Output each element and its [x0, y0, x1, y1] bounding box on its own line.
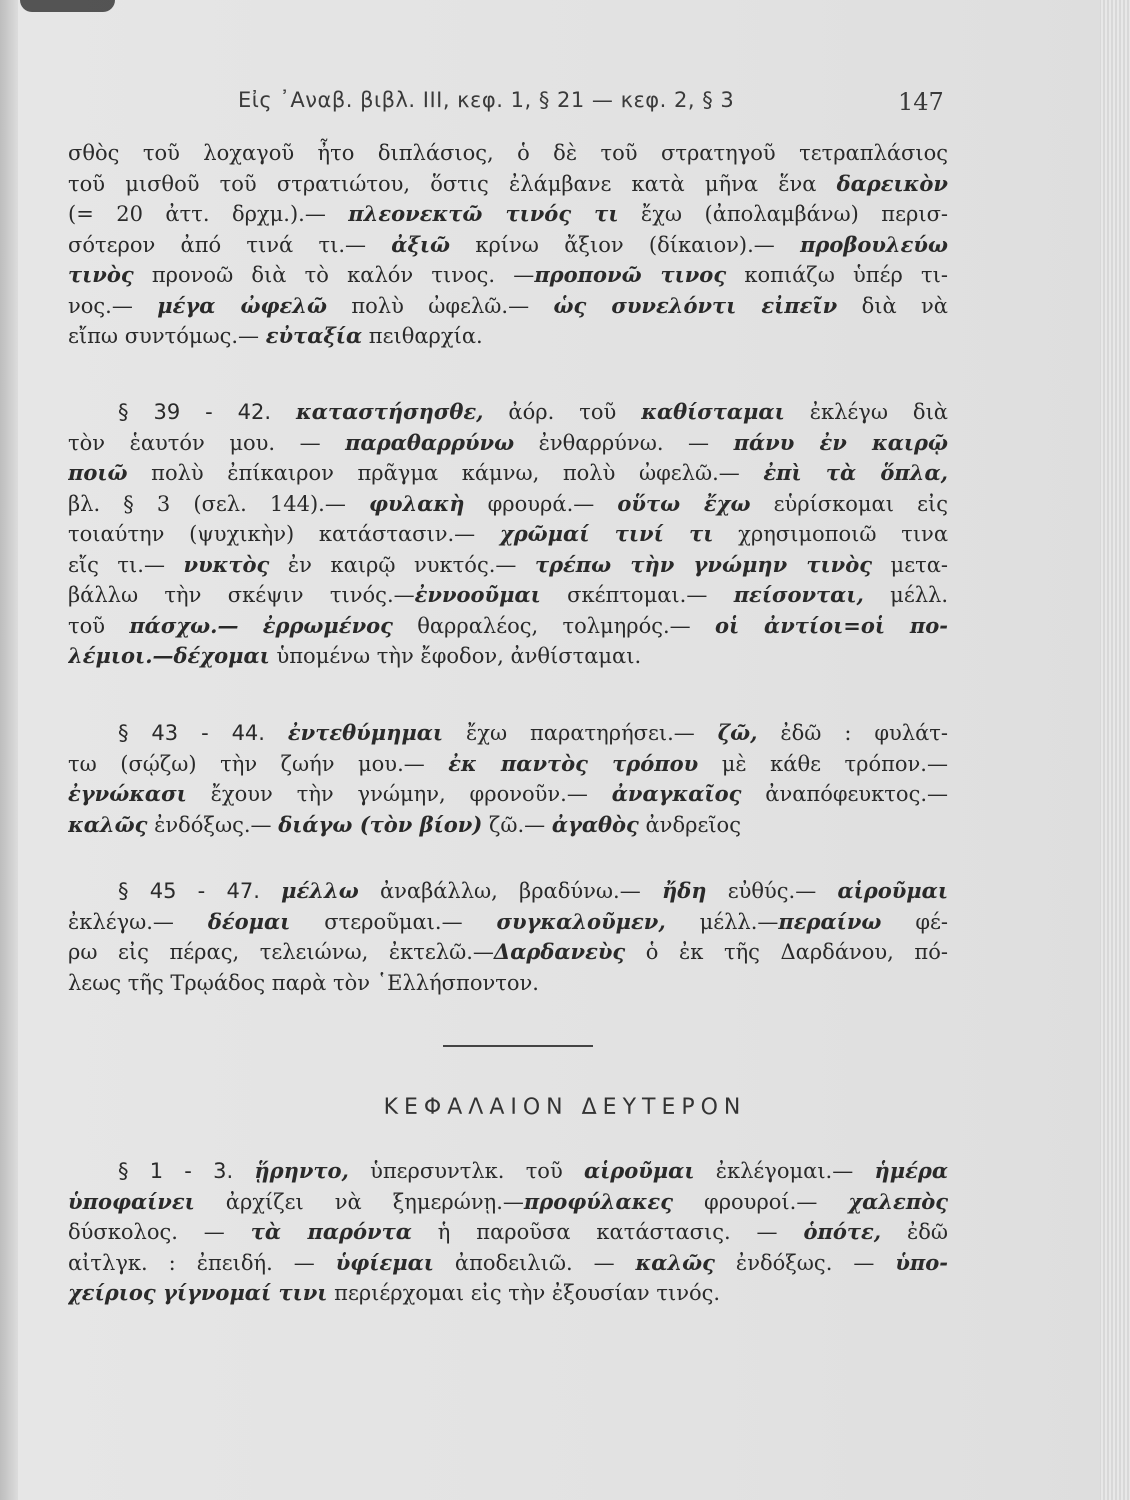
headword: ᾕρηντο, — [254, 1158, 349, 1183]
headword: ὁπότε, — [803, 1219, 882, 1244]
headword: τὰ παρόντα — [250, 1219, 412, 1244]
headword: ἐννοοῦμαι — [414, 582, 541, 607]
text-line — [68, 169, 948, 200]
text-line — [68, 1278, 948, 1309]
gloss-text: τοῦ — [68, 613, 130, 638]
headword: καλῶς — [635, 1249, 715, 1275]
headword: φυλακὴ — [369, 490, 465, 516]
gloss-text: (= 20 ἀττ. δρχμ.).— — [68, 202, 349, 226]
headword: ὑφίεμαι — [335, 1249, 434, 1275]
gloss-text: βλ. § 3 (σελ. 144).— — [68, 491, 369, 516]
gloss-text: μέλλ.— — [665, 909, 779, 934]
gloss-text: ἐνδόξως. — — [714, 1250, 896, 1275]
headword: πλεονεκτῶ τινός τι — [348, 201, 619, 226]
gloss-text: κοπιάζω ὑπέρ τι- — [726, 263, 948, 287]
gloss-text: περιέρχομαι εἰς τὴν ἐξουσίαν τινός. — [327, 1281, 721, 1305]
text-line — [68, 779, 948, 810]
gloss-text: τὸν ἑαυτόν μου. — — [68, 430, 346, 455]
headword: καλῶς — [68, 811, 148, 837]
gloss-text: ὁ ἐκ τῆς Δαρδάνου, πό- — [625, 940, 948, 964]
headword: μέλλω — [281, 878, 359, 903]
section-ref: § 1 - 3. — [118, 1159, 255, 1183]
headword: τινὸς — [68, 262, 134, 287]
headword: δέχομαι — [173, 643, 270, 668]
gloss-text: μέλλ. — [863, 583, 948, 607]
gloss-text: ὑπερσυντλκ. τοῦ — [348, 1159, 584, 1183]
gloss-text: νος.— — [68, 293, 158, 318]
headword: ὡς συνελόντι εἰπεῖν — [553, 292, 838, 318]
headword: προβουλεύω — [800, 231, 948, 257]
gloss-text: φρουρά.— — [464, 491, 618, 516]
text-line — [68, 968, 948, 999]
headword: ἀναγκαῖος — [611, 781, 742, 806]
gloss-text: ἡ παροῦσα κατάστασις. — — [411, 1220, 804, 1244]
headword: λέμιοι.— — [68, 643, 174, 668]
gloss-text: σότερον ἀπό τινά τι.— — [68, 232, 392, 257]
gloss-text: πολὺ ἐπίκαιρον πρᾶγμα κάμνω, πολὺ ὠφελῶ.— — [127, 461, 764, 485]
text-line — [68, 937, 948, 968]
text-line — [68, 749, 948, 780]
text-line — [68, 489, 948, 520]
text-line — [68, 291, 948, 322]
gloss-text: φέ- — [881, 909, 948, 934]
gloss-text: δύσκολος. — — [68, 1220, 251, 1244]
gloss-text: ἐνδόξως.— — [147, 812, 279, 837]
chapter-title: ΚΕΦΑΛΑΙΟΝ ΔΕΥΤΕΡΟΝ — [383, 1095, 747, 1120]
gloss-text: τοιαύτην (ψυχικὴν) κατάστασιν.— — [68, 522, 500, 546]
gloss-text: πολὺ ὠφελῶ.— — [326, 293, 554, 318]
gloss-text: τοῦ μισθοῦ τοῦ στρατιώτου, ὅστις ἐλάμβανε κατὰ μῆνα ἕνα — [68, 171, 837, 196]
headword: εὐταξία — [265, 323, 363, 348]
gloss-text: λεως τῆς Τρῳάδος παρὰ τὸν ῾Ελλήσποντον. — [68, 970, 539, 995]
gloss-text: κρίνω ἄξιον (δίκαιον).— — [450, 232, 801, 257]
gloss-text: διὰ νὰ — [837, 293, 948, 318]
gloss-text: προνοῶ διὰ τὸ καλόν τινος. — — [133, 263, 535, 287]
gloss-text: ἐδῶ : φυλάτ- — [757, 721, 948, 745]
gloss-text: εὐθύς.— — [706, 879, 838, 903]
gloss-text — [238, 614, 262, 638]
text-line — [68, 580, 948, 611]
gloss-text: ἀναπόφευκτος.— — [741, 782, 948, 806]
gloss-text: ἔχουν τὴν γνώμην, φρονοῦν.— — [186, 782, 612, 806]
gloss-text: βάλλω τὴν σκέψιν τινός.— — [68, 583, 415, 607]
page-number: 147 — [898, 88, 944, 116]
headword: ἐγνώκασι — [68, 781, 187, 806]
headword: συγκαλοῦμεν, — [496, 908, 666, 934]
headword: πάσχω.— — [129, 612, 239, 638]
text-line — [68, 519, 948, 550]
gloss-text: φρουροί.— — [672, 1189, 849, 1214]
gloss-text: ἐδῶ — [881, 1220, 948, 1244]
text-line — [68, 876, 948, 907]
paragraph-4 — [68, 876, 948, 998]
text-line — [68, 1187, 948, 1218]
headword: ἀξιῶ — [391, 231, 451, 257]
gloss-text: αἰτλγκ. : ἐπειδή. — — [68, 1250, 336, 1275]
gloss-text: ὑπομένω τὴν ἔφοδον, ἀνθίσταμαι. — [269, 644, 642, 668]
paragraph-5 — [68, 1156, 948, 1309]
gloss-text: ἐκλέγω.— — [68, 909, 208, 934]
gloss-text: ἐνθαρρύνω. — — [514, 430, 734, 455]
headword: ὑποφαίνει — [68, 1188, 195, 1214]
gloss-text: ἔχω (ἀπολαμβάνω) περισ- — [618, 202, 948, 226]
gloss-text: ἀόρ. τοῦ — [483, 400, 642, 424]
gloss-text: εὑρίσκομαι εἰς — [750, 491, 948, 516]
gloss-text: σκέπτομαι.— — [540, 583, 734, 607]
headword: χείριος γίγνομαί τινι — [68, 1280, 328, 1305]
headword: ἐπὶ τὰ ὅπλα, — [763, 460, 948, 485]
text-line — [68, 611, 948, 642]
text-line — [68, 1217, 948, 1248]
headword: προπονῶ τινος — [534, 262, 727, 287]
headword: διάγω (τὸν βίον) — [278, 811, 483, 837]
headword: ἐρρωμένος — [262, 612, 393, 638]
gloss-text: χρησιμοποιῶ τινα — [713, 522, 948, 546]
headword: Δαρδανεὺς — [493, 939, 626, 964]
gloss-text: μὲ κάθε τρόπον.— — [698, 751, 948, 776]
ink-smudge — [20, 0, 115, 12]
headword: τρέπω τὴν γνώμην τινὸς — [534, 551, 872, 577]
gloss-text: ζῶ.— — [482, 812, 552, 837]
headword: περαίνω — [778, 908, 882, 934]
headword: δέομαι — [207, 908, 291, 934]
gloss-text: ἐκλέγομαι.— — [694, 1159, 875, 1183]
headword: πάνυ ἐν καιρῷ — [733, 429, 948, 455]
gloss-text: ἀνδρεῖος — [638, 812, 741, 837]
gloss-text: πειθαρχία. — [362, 324, 483, 348]
text-line — [68, 907, 948, 938]
headword: ἡμέρα — [874, 1158, 948, 1183]
headword: αἱροῦμαι — [583, 1158, 695, 1183]
headword: καθίσταμαι — [641, 399, 785, 424]
headword: ἐκ παντὸς τρόπου — [448, 750, 699, 776]
page-edge-stack — [1100, 0, 1130, 1500]
headword: παραθαρρύνω — [345, 429, 515, 455]
gloss-text: σθὸς τοῦ λοχαγοῦ ἦτο διπλάσιος, ὁ δὲ τοῦ στρατηγοῦ τετραπλάσιος — [68, 141, 948, 165]
headword: ἀγαθὸς — [551, 811, 639, 837]
gloss-text: στεροῦμαι.— — [290, 909, 497, 934]
page-gutter-shadow — [0, 0, 18, 1500]
headword: χρῶμαί τινί τι — [499, 521, 714, 546]
headword: ἤδη — [661, 878, 707, 903]
gloss-text: ἐκλέγω διὰ — [784, 400, 948, 424]
text-line — [68, 230, 948, 261]
headword: ζῶ, — [717, 720, 758, 745]
text-line — [68, 1248, 948, 1279]
gloss-text: ἀποδειλιῶ. — — [433, 1250, 636, 1275]
headword: δαρεικὸν — [836, 170, 948, 196]
text-line — [68, 397, 948, 428]
section-ref: § 39 - 42. — [118, 400, 297, 424]
text-line — [68, 1156, 948, 1187]
section-ref: § 45 - 47. — [118, 879, 282, 903]
headword: νυκτὸς — [183, 551, 270, 577]
section-ref: § 43 - 44. — [118, 721, 288, 745]
headword: μέγα ὠφελῶ — [157, 292, 327, 318]
text-line — [68, 641, 948, 672]
text-line — [68, 138, 948, 169]
gloss-text: τω (σῴζω) τὴν ζωήν μου.— — [68, 751, 449, 776]
headword: αἱροῦμαι — [837, 878, 948, 903]
headword: προφύλακες — [523, 1188, 673, 1214]
paragraph-2 — [68, 397, 948, 672]
headword: ποιῶ — [68, 460, 128, 485]
text-line — [68, 199, 948, 230]
gloss-text: μετα- — [872, 552, 948, 577]
text-line — [68, 550, 948, 581]
text-line — [68, 321, 948, 352]
headword: πείσονται, — [733, 582, 864, 607]
headword: χαλεπὸς — [848, 1188, 948, 1214]
text-line — [68, 810, 948, 841]
headword: ὑπο- — [895, 1249, 948, 1275]
gloss-text: ἔχω παρατηρήσει.— — [443, 721, 718, 745]
gloss-text: εἴπω συντόμως.— — [68, 324, 266, 348]
text-line — [68, 718, 948, 749]
gloss-text: ρω εἰς πέρας, τελειώνω, ἐκτελῶ.— — [68, 940, 494, 964]
running-head: Εἰς ᾿Αναβ. βιβλ. ΙΙΙ, κεφ. 1, § 21 — κεφ. 2, § 3 — [238, 88, 735, 112]
headword: οἱ ἀντίοι=οἱ πο- — [714, 612, 948, 638]
headword: ἐντεθύμημαι — [287, 720, 444, 745]
paragraph-1 — [68, 138, 948, 352]
gloss-text: εἴς τι.— — [68, 552, 184, 577]
text-line — [68, 458, 948, 489]
gloss-text: ἀρχίζει νὰ ξημερώνῃ.— — [194, 1189, 524, 1214]
section-divider — [443, 1045, 593, 1047]
headword: καταστήσησθε, — [296, 399, 484, 424]
gloss-text: ἐν καιρῷ νυκτός.— — [269, 552, 535, 577]
text-line — [68, 260, 948, 291]
paragraph-3 — [68, 718, 948, 840]
gloss-text: ἀναβάλλω, βραδύνω.— — [358, 879, 662, 903]
gloss-text: θαρραλέος, τολμηρός.— — [392, 613, 715, 638]
text-line — [68, 428, 948, 459]
headword: οὕτω ἔχω — [617, 490, 751, 516]
